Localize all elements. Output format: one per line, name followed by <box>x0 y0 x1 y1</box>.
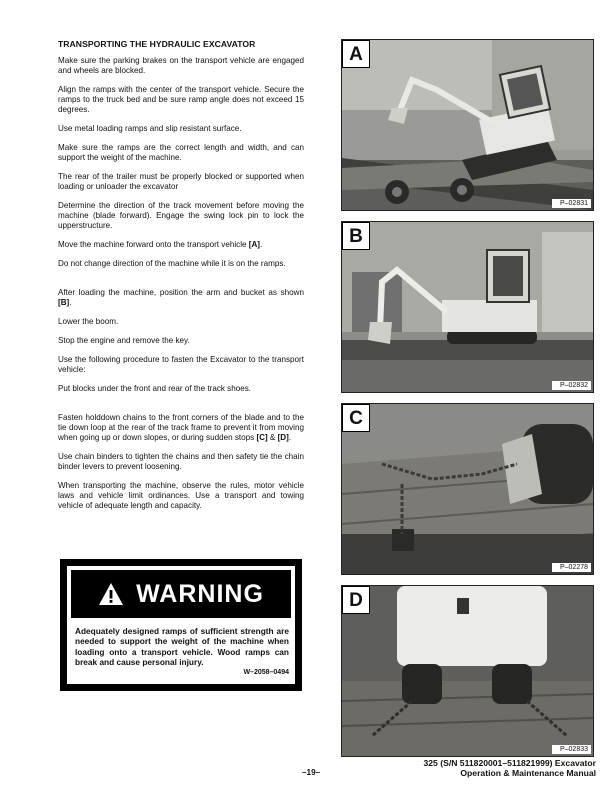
paragraph: Do not change direction of the machine while it is on the ramps. <box>58 259 286 268</box>
paragraph: Make sure the ramps are the correct length and width, and can support the weight of the machine. <box>58 143 304 162</box>
photo-b-letter: B <box>342 222 370 250</box>
section-heading: TRANSPORTING THE HYDRAULIC EXCAVATOR <box>58 39 256 49</box>
paragraph: Lower the boom. <box>58 317 119 326</box>
photo-b <box>341 221 594 393</box>
warning-box <box>60 559 302 691</box>
photo-c-code: P–02278 <box>552 563 591 572</box>
paragraph: Determine the direction of the track movement before moving the machine (blade forward). Engage the swing lock pin to lock the upperstructure. <box>58 201 304 230</box>
photo-d-code: P–02833 <box>552 745 591 754</box>
paragraph-text: After loading the machine, position the arm and bucket as shown <box>58 288 304 297</box>
photo-a-letter: A <box>342 40 370 68</box>
warning-title: WARNING <box>136 579 264 608</box>
paragraph-text: Move the machine forward onto the transport vehicle <box>58 240 249 249</box>
paragraph-text: . <box>69 298 72 307</box>
warning-text: Adequately designed ramps of sufficient strength are needed to support the weight of the machine when loading onto a transport vehicle. Wood ramps can break and cause personal injury. <box>75 626 289 668</box>
photo-d-image <box>342 586 593 756</box>
figure-ref: [B] <box>58 298 70 307</box>
paragraph: Put blocks under the front and rear of the track shoes. <box>58 384 252 393</box>
figure-ref: [D] <box>277 433 289 442</box>
warning-code: W–2058–0494 <box>243 669 289 676</box>
figure-ref: [A] <box>248 240 261 249</box>
photo-a <box>341 39 594 211</box>
photo-a-image <box>342 40 593 210</box>
figure-ref: [C] <box>256 433 268 442</box>
paragraph-text: Fasten holddown chains to the front corners of the blade and to the tie down loop at the rear of the track frame to prevent it from moving when going up or down slopes, or during sudden stops <box>58 413 304 442</box>
manual-title-line-2: Operation & Maintenance Manual <box>460 768 596 778</box>
warning-triangle-icon <box>98 582 124 606</box>
paragraph <box>58 240 304 250</box>
paragraph: Use chain binders to tighten the chains and then safety tie the chain binder levers to prevent loosening. <box>58 452 304 471</box>
paragraph: Stop the engine and remove the key. <box>58 336 190 345</box>
photo-d-letter: D <box>342 586 370 614</box>
page-number: –19– <box>302 768 321 777</box>
text-column <box>58 39 304 511</box>
manual-title <box>424 758 597 778</box>
photo-c <box>341 403 594 575</box>
paragraph: Make sure the parking brakes on the transport vehicle are engaged and wheels are blocked. <box>58 56 304 75</box>
paragraph <box>58 288 304 308</box>
paragraph-text: & <box>267 433 278 442</box>
manual-title-line-1: 325 (S/N 511820001–511821999) Excavator <box>423 758 596 768</box>
photo-d <box>341 585 594 757</box>
paragraph: Use the following procedure to fasten the Excavator to the transport vehicle: <box>58 355 304 374</box>
warning-header <box>71 570 291 618</box>
paragraph <box>58 413 304 443</box>
paragraph: When transporting the machine, observe the rules, motor vehicle laws and vehicle limit ordinances. Use a transport and towing vehicle of adequate length and capacity. <box>58 481 304 510</box>
photo-c-image <box>342 404 593 574</box>
paragraph: Align the ramps with the center of the transport vehicle. Secure the ramps to the truck bed and be sure ramp angle does not exceed 15 degrees. <box>58 85 304 114</box>
photo-b-code: P–02832 <box>552 381 591 390</box>
paragraph: The rear of the trailer must be properly blocked or supported when loading or unloader the excavator <box>58 172 304 191</box>
paragraph-text: . <box>260 240 263 249</box>
photo-c-letter: C <box>342 404 370 432</box>
photo-a-code: P–02831 <box>552 199 591 208</box>
paragraph: Use metal loading ramps and slip resistant surface. <box>58 124 242 133</box>
warning-panel <box>67 566 295 684</box>
photo-b-image <box>342 222 593 392</box>
paragraph-text: . <box>288 433 292 442</box>
